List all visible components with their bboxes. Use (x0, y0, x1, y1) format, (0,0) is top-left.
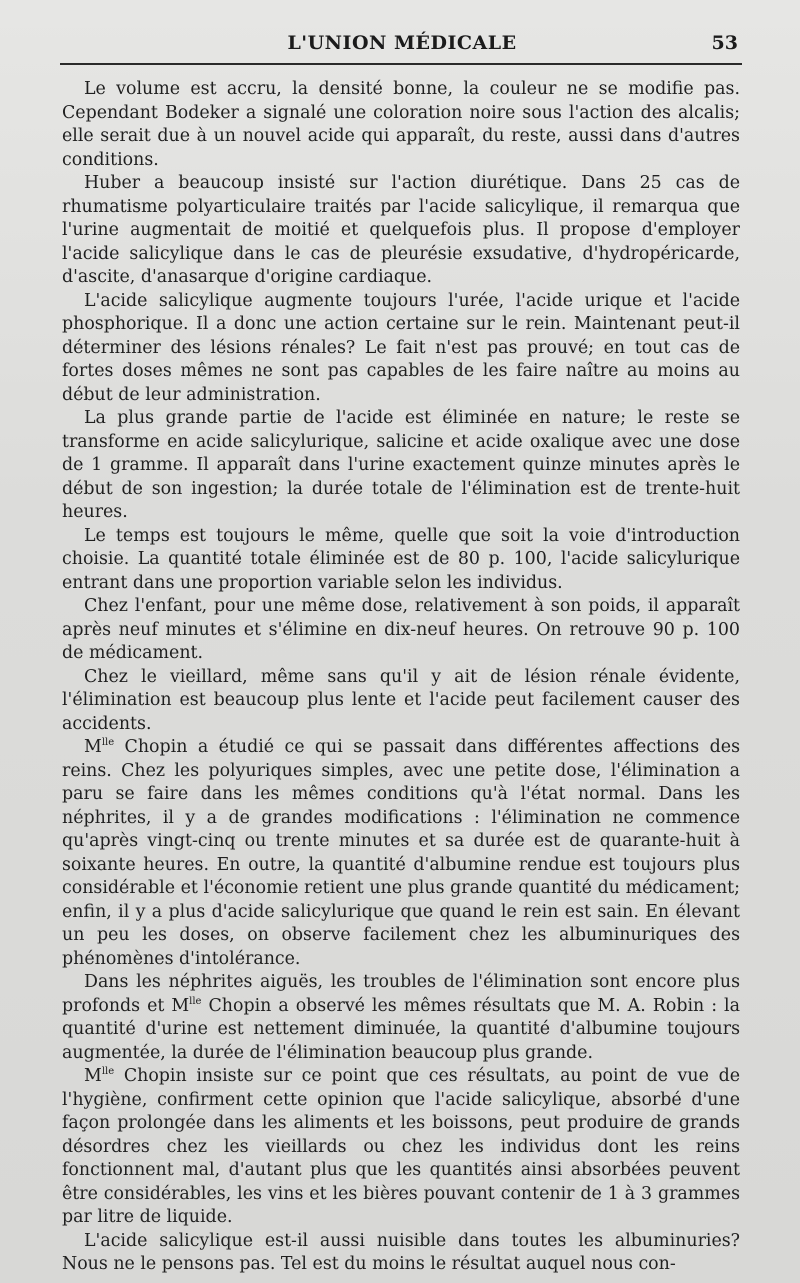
page-number: 53 (711, 32, 738, 54)
paragraph: Huber a beaucoup insisté sur l'action diurétique. Dans 25 cas de rhumatisme polyarticulaire traités par l'acide salicylique, il remarqua que l'urine augmentait de moitié et quelquefois plus. Il propose d'employer l'acide salicylique dans le cas de pleurésie exsudative, d'hydropéricarde, d'ascite, d'anasarque d'origine cardiaque. (62, 173, 740, 287)
paragraph: Le temps est toujours le même, quelle que soit la voie d'introduction choisie. La quantité totale éliminée est de 80 p. 100, l'acide salicylurique entrant dans une proportion variable selon les individus. (62, 525, 740, 593)
paragraph: $M^{lle}$ Chopin a étudié ce qui se passait dans différentes affections des reins. Chez les polyuriques simples, avec une petite dose, l'élimination a paru se faire dans les mêmes conditions qu'à l'état normal. Dans les néphrites, il y a de grandes modifications : l'élimination ne commence qu'après vingt-cinq ou trente minutes et sa durée est de quarante-huit à soixante heures. En outre, la quantité d'albumine rendue est toujours plus considérable et l'économie retient une plus grande quantité du médicament; enfin, il y a plus d'acide salicylurique que quand le rein est sain. En élevant un peu les doses, on observe facilement chez les albuminuriques des phénomènes d'intolérance. (62, 737, 740, 969)
running-title: L'UNION MÉDICALE (287, 32, 517, 54)
paragraph: Chez l'enfant, pour une même dose, relativement à son poids, il apparaît après neuf minutes et s'élimine en dix-neuf heures. On retrouve 90 p. 100 de médicament. (62, 596, 740, 663)
paragraph: L'acide salicylique augmente toujours l'urée, l'acide urique et l'acide phosphorique. Il a donc une action certaine sur le rein. Maintenant peut-il déterminer des lésions rénales? Le fait n'est pas prouvé; en tout cas de fortes doses mêmes ne sont pas capables de les faire naître au moins au début de leur administration. (62, 290, 740, 405)
paragraph: $M^{lle}$ Chopin insiste sur ce point que ces résultats, au point de vue de l'hygiène, confirment cette opinion que l'acide salicylique, absorbé d'une façon prolongée dans les aliments et les boissons, peut produire de grands désordres chez les vieillards ou chez les individus dont les reins fonctionnent mal, d'autant plus que les quantités ainsi absorbées peuvent être considérables, les vins et les bières pouvant contenir de 1 à 3 grammes par litre de liquide. (62, 1066, 740, 1227)
header-rule (60, 63, 742, 65)
body-text (62, 78, 740, 1277)
paragraph: L'acide salicylique est-il aussi nuisible dans toutes les albuminuries? Nous ne le pensons pas. Tel est du moins le résultat auquel nous con- (62, 1230, 740, 1274)
paragraph: Le volume est accru, la densité bonne, la couleur ne se modifie pas. Cependant Bodeker a signalé une coloration noire sous l'action des alcalis; elle serait due à un nouvel acide qui apparaît, du reste, aussi dans d'autres conditions. (62, 79, 740, 170)
page-header (62, 30, 742, 60)
paragraph: Dans les néphrites aiguës, les troubles de l'élimination sont encore plus profonds et $M^{lle}$ Chopin a observé les mêmes résultats que M. A. Robin : la quantité d'urine est nettement diminuée, la quantité d'albumine toujours augmentée, la durée de l'élimination beaucoup plus grande. (62, 972, 740, 1063)
paragraph: Chez le vieillard, même sans qu'il y ait de lésion rénale évidente, l'élimination est beaucoup plus lente et l'acide peut facilement causer des accidents. (62, 666, 740, 734)
paragraph: La plus grande partie de l'acide est éliminée en nature; le reste se transforme en acide salicylurique, salicine et acide oxalique avec une dose de 1 gramme. Il apparaît dans l'urine exactement quinze minutes après le début de son ingestion; la durée totale de l'élimination est de trente-huit heures. (62, 408, 740, 522)
